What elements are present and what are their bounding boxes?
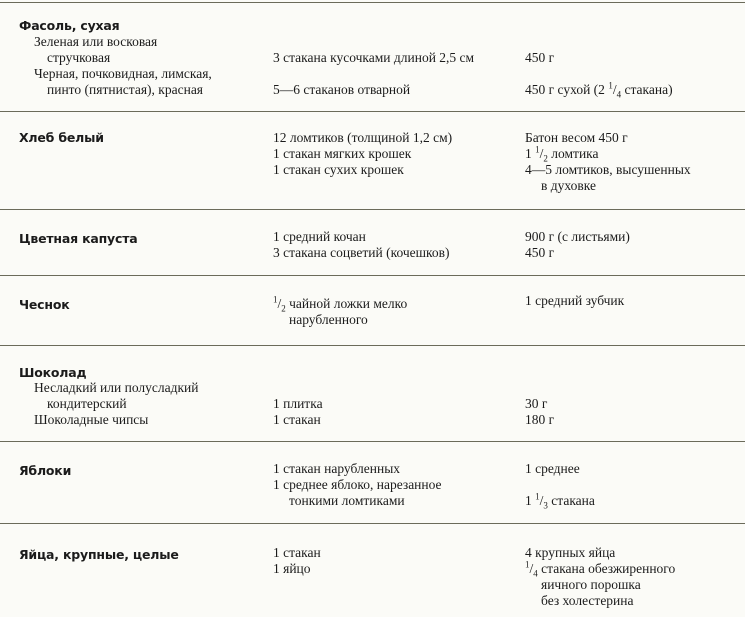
measure-bread-dry-crumbs: 1 стакан сухих крошек [273, 162, 404, 177]
measure-cauliflower-florets: 3 стакана соцветий (кочешков) [273, 245, 450, 260]
weight-chocolate-bar: 30 г [525, 396, 548, 411]
section-heading-apples: Яблоки [19, 463, 72, 478]
item-dry-beans-cont: пинто (пятнистая), красная [47, 82, 204, 97]
weight-green-beans: 450 г [525, 50, 555, 65]
item-chocolate-bar-cont: кондитерский [47, 396, 127, 411]
section-divider [0, 523, 745, 524]
weight-egg-powder: $^1/_4$ стакана обезжиренного [525, 559, 676, 579]
weight-egg-powder-cont2: без холестерина [541, 593, 634, 608]
section-divider [0, 2, 745, 3]
weight-bread-loaf: Батон весом 450 г [525, 130, 628, 145]
measure-chocolate-bar: 1 плитка [273, 396, 323, 411]
weight-cauliflower-head: 900 г (с листьями) [525, 229, 630, 244]
measure-egg-one: 1 яйцо [273, 561, 311, 576]
weight-egg-powder-cont: яичного порошка [541, 577, 641, 592]
item-green-beans-cont: стручковая [47, 50, 111, 65]
section-heading-eggs: Яйца, крупные, целые [19, 547, 179, 562]
weight-eggs-large: 4 крупных яйца [525, 545, 616, 560]
section-heading-cauliflower: Цветная капуста [19, 231, 138, 246]
section-heading-chocolate: Шоколад [19, 365, 87, 380]
weight-garlic: 1 средний зубчик [525, 293, 625, 308]
measure-garlic-cont: нарубленного [289, 312, 368, 327]
measure-cauliflower-head: 1 средний кочан [273, 229, 366, 244]
weight-dry-beans: 450 г сухой (2 $^1/_4$ стакана) [525, 80, 673, 100]
weight-cauliflower-florets: 450 г [525, 245, 555, 260]
item-chocolate-bar: Несладкий или полусладкий [34, 380, 199, 395]
measure-dry-beans: 5—6 стаканов отварной [273, 82, 411, 97]
measure-bread-soft-crumbs: 1 стакан мягких крошек [273, 146, 412, 161]
section-heading-garlic: Чеснок [19, 297, 70, 312]
measure-garlic: $^1/_2$ чайной ложки мелко [273, 294, 408, 314]
measure-green-beans: 3 стакана кусочками длиной 2,5 см [273, 50, 475, 65]
measure-chocolate-chips: 1 стакан [273, 412, 321, 427]
section-heading-beans: Фасоль, сухая [19, 18, 120, 33]
weight-bread-dry-crumbs-cont: в духовке [541, 178, 596, 193]
weight-apple-sliced: 1 $^1/_3$ стакана [525, 491, 595, 511]
item-chocolate-chips: Шоколадные чипсы [34, 412, 149, 427]
section-divider [0, 345, 745, 346]
weight-apples-medium: 1 среднее [525, 461, 580, 476]
measure-apple-sliced: 1 среднее яблоко, нарезанное [273, 477, 442, 492]
section-heading-bread: Хлеб белый [19, 130, 104, 145]
item-green-beans: Зеленая или восковая [34, 34, 158, 49]
weight-bread-dry-crumbs: 4—5 ломтиков, высушенных [525, 162, 691, 177]
measure-eggs-cup: 1 стакан [273, 545, 321, 560]
measure-apple-sliced-cont: тонкими ломтиками [289, 493, 405, 508]
section-divider [0, 111, 745, 112]
weight-chocolate-chips: 180 г [525, 412, 555, 427]
section-divider [0, 441, 745, 442]
weight-bread-soft-crumbs: 1 $^1/_2$ ломтика [525, 144, 599, 164]
measure-bread-slices: 12 ломтиков (толщиной 1,2 см) [273, 130, 453, 145]
section-divider [0, 209, 745, 210]
item-dry-beans: Черная, почковидная, лимская, [34, 66, 212, 81]
section-divider [0, 275, 745, 276]
measure-apples-chopped: 1 стакан нарубленных [273, 461, 401, 476]
